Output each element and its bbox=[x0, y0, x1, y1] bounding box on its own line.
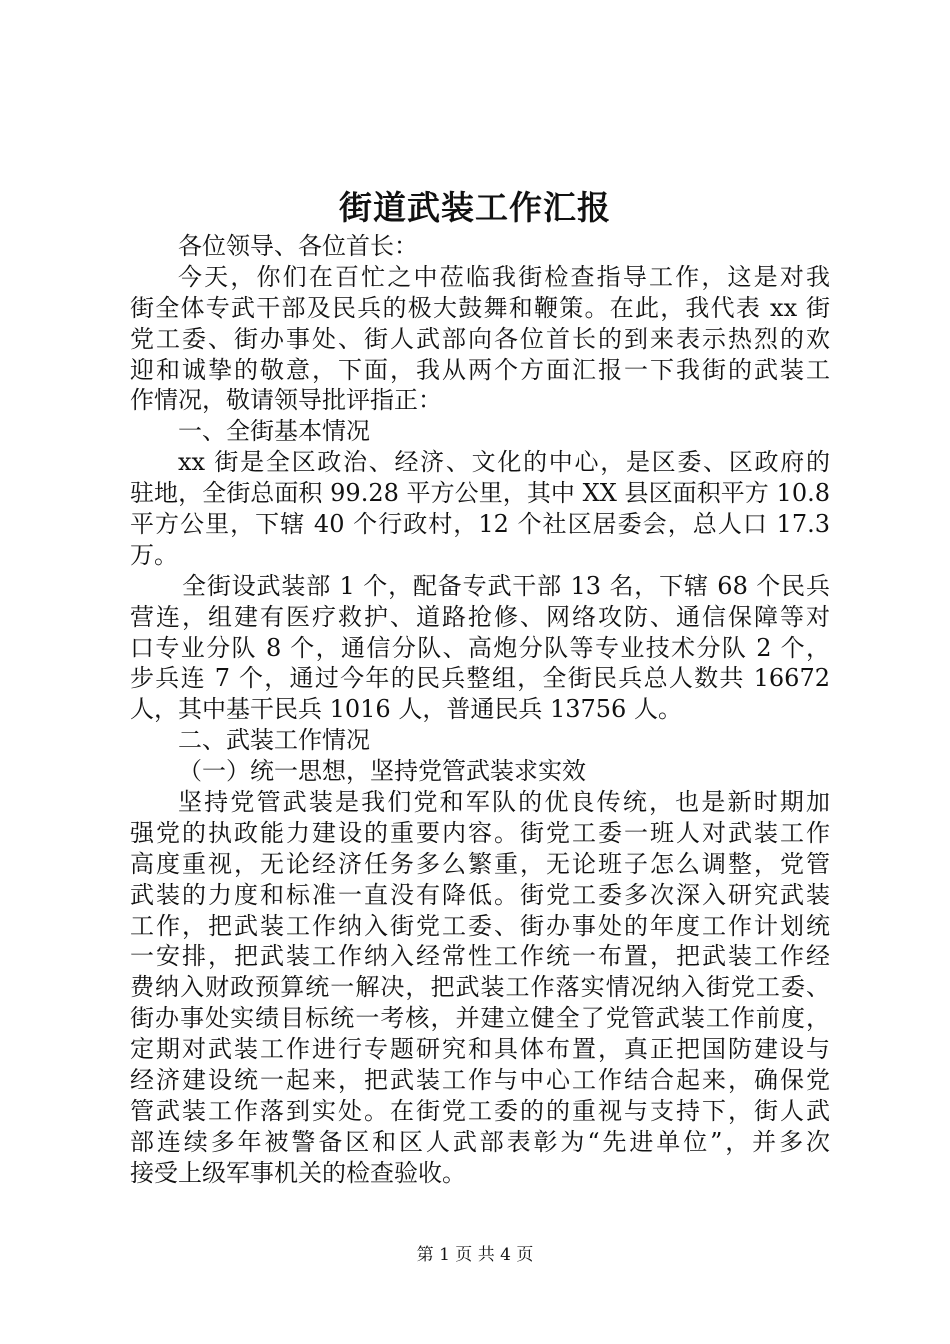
text-line: 坚持党管武装是我们党和军队的优良传统，也是新时期加 bbox=[178, 788, 830, 817]
text-line: 全街设武装部 1 个，配备专武干部 13 名，下辖 68 个民兵 bbox=[182, 571, 830, 600]
text-line: 工作，把武装工作纳入街党工委、街办事处的年度工作计划统 bbox=[130, 911, 830, 940]
text-line: 党工委、街办事处、街人武部向各位首长的到来表示热烈的欢 bbox=[130, 324, 830, 353]
text-line: 部连续多年被警备区和区人武部表彰为“先进单位”，并多次 bbox=[130, 1127, 830, 1156]
text-line: 定期对武装工作进行专题研究和具体布置，真正把国防建设与 bbox=[130, 1035, 830, 1064]
text-line: 营连，组建有医疗救护、道路抢修、网络攻防、通信保障等对 bbox=[130, 602, 830, 631]
text-line: 迎和诚挚的敬意，下面，我从两个方面汇报一下我街的武装工 bbox=[130, 355, 830, 384]
text-line: 高度重视，无论经济任务多么繁重，无论班子怎么调整，党管 bbox=[130, 849, 830, 878]
document-body bbox=[130, 231, 830, 1189]
text-line: （一）统一思想，坚持党管武装求实效 bbox=[178, 757, 586, 786]
text-line: 接受上级军事机关的检查验收。 bbox=[130, 1158, 466, 1187]
text-line: xx 街是全区政治、经济、文化的中心，是区委、区政府的 bbox=[178, 448, 830, 477]
text-line: 强党的执政能力建设的重要内容。街党工委一班人对武装工作 bbox=[130, 818, 830, 847]
text-line: 今天，你们在百忙之中莅临我街检查指导工作，这是对我 bbox=[178, 262, 830, 291]
text-line: 人，其中基干民兵 1016 人，普通民兵 13756 人。 bbox=[130, 695, 682, 724]
page-footer: 第 1 页 共 4 页 bbox=[416, 1245, 534, 1265]
text-line: 二、武装工作情况 bbox=[178, 726, 370, 755]
text-line: 一安排，把武装工作纳入经常性工作统一布置，把武装工作经 bbox=[130, 942, 830, 971]
text-line: 武装的力度和标准一直没有降低。街党工委多次深入研究武装 bbox=[130, 880, 830, 909]
text-line: 各位领导、各位首长： bbox=[178, 232, 418, 260]
text-line: 驻地，全街总面积 99.28 平方公里，其中 XX 县区面积平方 10.8 bbox=[130, 479, 830, 508]
text-line: 万。 bbox=[130, 540, 178, 569]
text-line: 平方公里，下辖 40 个行政村，12 个社区居委会，总人口 17.3 bbox=[130, 510, 830, 539]
text-line: 口专业分队 8 个，通信分队、高炮分队等专业技术分队 2 个， bbox=[130, 633, 830, 662]
text-line: 费纳入财政预算统一解决，把武装工作落实情况纳入街党工委、 bbox=[130, 973, 830, 1002]
text-line: 步兵连 7 个，通过今年的民兵整组，全街民兵总人数共 16672 bbox=[130, 664, 830, 693]
document-title: 街道武装工作汇报 bbox=[339, 188, 611, 227]
text-line: 作情况，敬请领导批评指正： bbox=[130, 386, 442, 415]
text-line: 街办事处实绩目标统一考核，并建立健全了党管武装工作前度， bbox=[130, 1004, 830, 1033]
text-line: 街全体专武干部及民兵的极大鼓舞和鞭策。在此，我代表 xx 街 bbox=[130, 293, 830, 322]
text-line: 一、全街基本情况 bbox=[178, 417, 370, 446]
text-line: 管武装工作落到实处。在街党工委的的重视与支持下，街人武 bbox=[130, 1096, 830, 1125]
text-line: 经济建设统一起来，把武装工作与中心工作结合起来，确保党 bbox=[130, 1066, 830, 1095]
